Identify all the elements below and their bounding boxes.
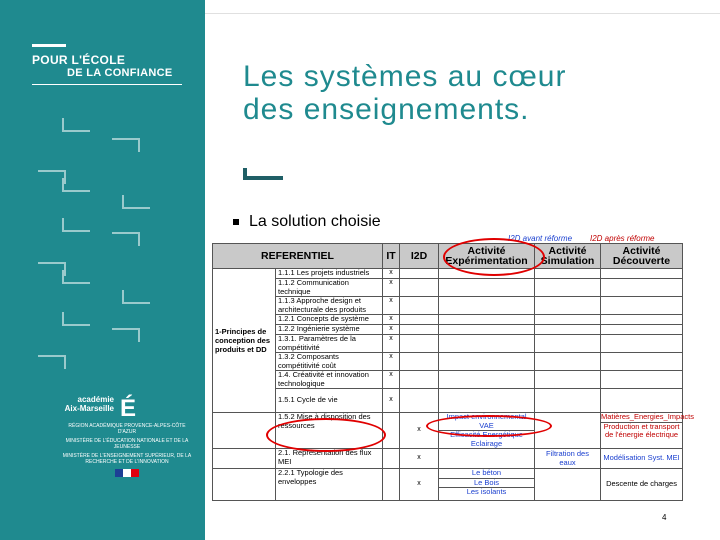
brand-line1: POUR L'ÉCOLE (32, 53, 126, 67)
brand-bar (32, 44, 66, 47)
it-cell: x (383, 297, 400, 315)
i2d-cell (400, 269, 439, 279)
exp-eclairage-link[interactable]: Efficacité Energétique Eclairage (450, 430, 523, 448)
dec-descente-label: Descente de charges (601, 469, 683, 501)
it-cell: x (383, 353, 400, 371)
exp-bois-link[interactable]: Le Bois (439, 479, 534, 489)
note-after-reform: I2D après réforme (590, 234, 655, 243)
deco-bracket (62, 312, 90, 326)
table-row (213, 449, 683, 469)
ref-cell: 1.3.1. Paramètres de la compétitivité (276, 335, 383, 353)
deco-bracket (38, 355, 66, 369)
french-flag-icon (115, 469, 139, 477)
deco-bracket (112, 232, 140, 246)
header-referentiel: REFERENTIEL (213, 244, 383, 269)
title-bracket-icon (243, 168, 283, 180)
it-cell: x (383, 279, 400, 297)
dec-matieres-label: Matières_Energies_Impacts (601, 412, 694, 421)
it-cell: x (383, 325, 400, 335)
ref-cell: 1.1.1 Les projets industriels (276, 269, 383, 279)
header-it: IT (383, 244, 400, 269)
i2d-cell: x (400, 469, 439, 501)
header-simulation: Activité Simulation (535, 244, 601, 269)
table-row (213, 389, 683, 413)
note-before-reform: I2D avant réforme (508, 234, 573, 243)
ref-cell: 1.2.1 Concepts de système (276, 315, 383, 325)
title-line1: Les systèmes au cœur (243, 60, 567, 93)
deco-bracket (112, 328, 140, 342)
region-label: RÉGION ACADÉMIQUE PROVENCE-ALPES-CÔTE D'AZUR (68, 423, 186, 435)
it-cell: x (383, 371, 400, 389)
referential-table (212, 243, 694, 501)
deco-bracket (122, 195, 150, 209)
it-cell: x (383, 315, 400, 325)
slide-title (243, 60, 703, 126)
deco-bracket (122, 290, 150, 304)
ministry1-label: MINISTÈRE DE L'ÉDUCATION NATIONALE ET DE LA JEUNESSE (65, 438, 189, 450)
i2d-cell: x (400, 413, 439, 449)
it-cell (383, 413, 400, 449)
brand-line2: DE LA CONFIANCE (67, 67, 173, 79)
exp-beton-link[interactable]: Le béton (439, 469, 534, 479)
ref-cell: 2.1. Représentation des flux MEI (276, 449, 383, 469)
table-row (213, 469, 683, 501)
deco-bracket (62, 218, 90, 232)
group-label: 1-Principes de conception des produits et DD (213, 269, 276, 413)
page-number: 4 (662, 513, 667, 522)
ref-cell: 1.2.2 Ingénierie système (276, 325, 383, 335)
deco-bracket (112, 138, 140, 152)
title-line2: des enseignements. (243, 93, 530, 126)
it-cell: x (383, 335, 400, 353)
academy-e-icon: É (120, 395, 137, 422)
it-cell: x (383, 269, 400, 279)
dec-production-label: Production et transport de l'énergie électrique (603, 421, 680, 439)
academy-name: académie Aix-Marseille (64, 395, 114, 413)
table-row (213, 335, 683, 353)
ref-cell: 1.1.3 Approche design et architecturale des produits (276, 297, 383, 315)
ref-cell: 1.5.2 Mise à disposition des ressources (276, 413, 383, 449)
brand-underline (32, 84, 182, 85)
ministry2-label: MINISTÈRE DE L'ENSEIGNEMENT SUPÉRIEUR, DE LA RECHERCHE ET DE L'INNOVATION (62, 453, 192, 465)
bullet-square-icon (233, 219, 239, 225)
table-row (213, 269, 683, 279)
deco-bracket (62, 118, 90, 132)
ref-cell: 1.4. Créativité et innovation technologique (276, 371, 383, 389)
table-row (213, 279, 683, 297)
ref-cell: 1.1.2 Communication technique (276, 279, 383, 297)
header-i2d: I2D (400, 244, 439, 269)
exp-vae-link[interactable]: Impact environnemental VAE (439, 413, 534, 431)
i2d-cell: x (400, 449, 439, 469)
table-row (213, 325, 683, 335)
referential-table-image (210, 234, 704, 510)
table-row (213, 353, 683, 371)
top-divider (205, 13, 720, 14)
deco-bracket (62, 270, 90, 284)
table-row (213, 297, 683, 315)
table-row (213, 371, 683, 389)
bullet-text: La solution choisie (249, 213, 381, 230)
it-cell: x (383, 389, 400, 413)
highlight-circle-vae (426, 415, 552, 437)
sim-filtration-link[interactable]: Filtration des eaux (546, 449, 589, 467)
highlight-circle-ressources (266, 418, 386, 452)
exp-isolants-link[interactable]: Les isolants (466, 487, 507, 496)
ref-cell: 2.2.1 Typologie des enveloppes (276, 469, 383, 501)
ref-cell: 1.5.1 Cycle de vie (276, 389, 383, 413)
header-experimentation: Activité Expérimentation (439, 244, 535, 269)
ref-cell: 1.3.2 Composants compétitivité coût (276, 353, 383, 371)
left-brand-panel (0, 0, 205, 540)
header-decouverte: Activité Découverte (601, 244, 683, 269)
bullet-item (233, 213, 381, 231)
table-row (213, 315, 683, 325)
highlight-circle-experimentation (443, 238, 545, 276)
dec-modelisation-link[interactable]: Modélisation Syst. MEI (603, 453, 680, 463)
deco-bracket (62, 178, 90, 192)
academy-logo-block (62, 395, 192, 479)
